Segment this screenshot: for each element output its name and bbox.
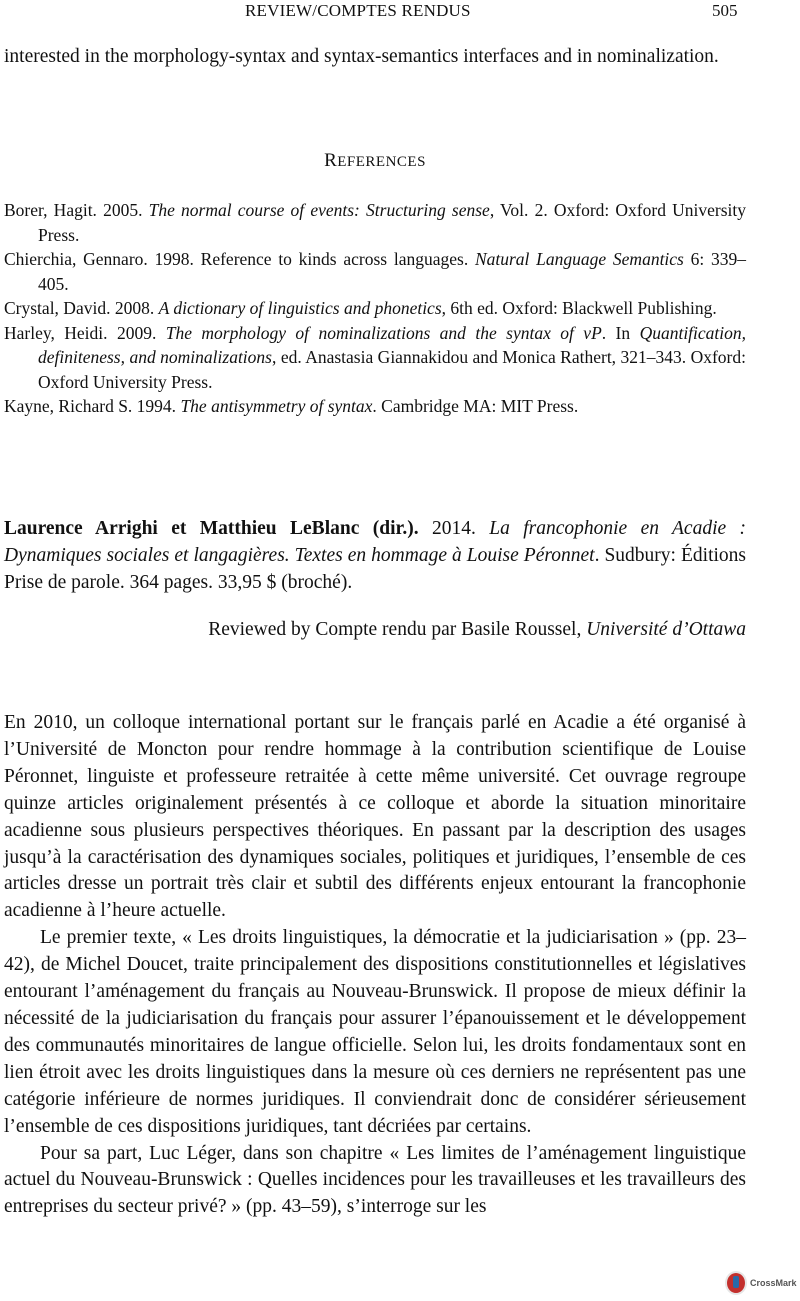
review-publication: . Sudbury: Éditions Prise de parole. 364 pages. 33,95 $ (broché).	[4, 545, 746, 593]
references-list	[4, 198, 746, 419]
reviewer-name: Reviewed by Compte rendu par Basile Roussel,	[208, 619, 587, 640]
reference-text: , ed. Anastasia Giannakidou and Monica Rathert, 321–343. Oxford: Oxford University Press.	[38, 347, 746, 392]
page-number: 505	[712, 1, 738, 20]
crossmark-badge[interactable]	[725, 1270, 797, 1296]
reference-text: , 6th ed. Oxford: Blackwell Publishing.	[441, 298, 717, 318]
reference-book-title: Quantification, definiteness, and nominalizations	[38, 322, 747, 367]
reference-text: . Cambridge MA: MIT Press.	[372, 396, 579, 416]
reference-item	[4, 296, 746, 321]
reference-title: The normal course of events: Structuring sense	[148, 200, 490, 220]
reference-text: , Vol. 2. Oxford: Oxford University Press.	[38, 200, 746, 245]
review-citation	[4, 515, 746, 596]
reference-item	[4, 247, 746, 296]
intro-paragraph: interested in the morphology-syntax and syntax-semantics interfaces and in nominalization.	[4, 46, 719, 67]
review-year: 2014.	[418, 518, 490, 539]
body-paragraph: En 2010, un colloque international portant sur le français parlé en Acadie a été organisé à l’Université de Moncton pour rendre hommage à la contribution scientifique de Louise Péronnet, linguiste et professeure retraitée à cette même université. Cet ouvrage regroupe quinze articles originalement présentés à ce colloque et aborde la situation minoritaire acadienne sous plusieurs perspectives théoriques. En passant par la description des usages jusqu’à la caractérisation des dynamiques sociales, politiques et juridiques, l’ensemble de ces articles dresse un portrait très clair et subtil des différents enjeux entourant la francophonie acadienne à l’heure actuelle.	[4, 712, 746, 922]
reference-text: Harley, Heidi. 2009.	[4, 322, 166, 343]
running-head-title: REVIEW/COMPTES RENDUS	[245, 1, 471, 20]
reference-item	[4, 321, 746, 395]
reference-text: Kayne, Richard S. 1994.	[4, 396, 181, 416]
reference-text: 6: 339–405.	[38, 249, 746, 294]
reference-text: Borer, Hagit. 2005.	[4, 200, 149, 220]
references-heading-initial: R	[324, 150, 338, 171]
reference-text: Chierchia, Gennaro. 1998. Reference to kinds across languages.	[4, 249, 475, 269]
reference-item	[4, 198, 746, 247]
reference-title: The morphology of nominalizations and the syntax of vP	[165, 322, 602, 343]
running-header	[0, 0, 800, 22]
reference-text: Crystal, David. 2008.	[4, 298, 159, 318]
references-heading	[0, 150, 750, 172]
reference-text: . In	[601, 322, 640, 343]
body-paragraph: Pour sa part, Luc Léger, dans son chapitre « Les limites de l’aménagement linguistique actuel du Nouveau-Brunswick : Quelles incidences pour les travailleuses et les travailleurs des entreprises du secteur privé? » (pp. 43–59), s’interroge sur les	[4, 1142, 746, 1218]
body-paragraph: Le premier texte, « Les droits linguistiques, la démocratie et la judiciarisation » (pp. 23–42), de Michel Doucet, traite principalement des dispositions constitutionnelles et législatives entourant l’aménagement du français au Nouveau-Brunswick. Il propose de mieux définir la nécessité de la judiciarisation du français pour assurer l’épanouissement et le développement des communautés minoritaires de langue officielle. Selon lui, les droits fondamentaux sont en lien étroit avec les droits linguistiques dans la mesure où ces derniers ne représentent pas une catégorie inférieure de normes juridiques. Il conviendrait donc de considérer sérieusement l’ensemble de ces dispositions juridiques, tant décriées par certains.	[4, 927, 746, 1137]
reviewer-affiliation: Université d’Ottawa	[586, 619, 746, 640]
reference-item	[4, 394, 746, 419]
references-heading-rest: EFERENCES	[337, 154, 426, 170]
reviewer-line	[4, 616, 746, 643]
reference-title: Natural Language Semantics	[474, 249, 684, 269]
review-book-title: La francophonie en Acadie : Dynamiques sociales et langagières. Textes en hommage à Louise Péronnet	[4, 518, 747, 566]
reference-title: A dictionary of linguistics and phonetics	[158, 298, 442, 318]
crossmark-icon	[725, 1271, 747, 1295]
review-body	[4, 710, 746, 1221]
reference-title: The antisymmetry of syntax	[180, 396, 373, 416]
crossmark-label: CrossMark	[750, 1278, 797, 1288]
review-authors: Laurence Arrighi et Matthieu LeBlanc (dir.).	[4, 518, 419, 539]
